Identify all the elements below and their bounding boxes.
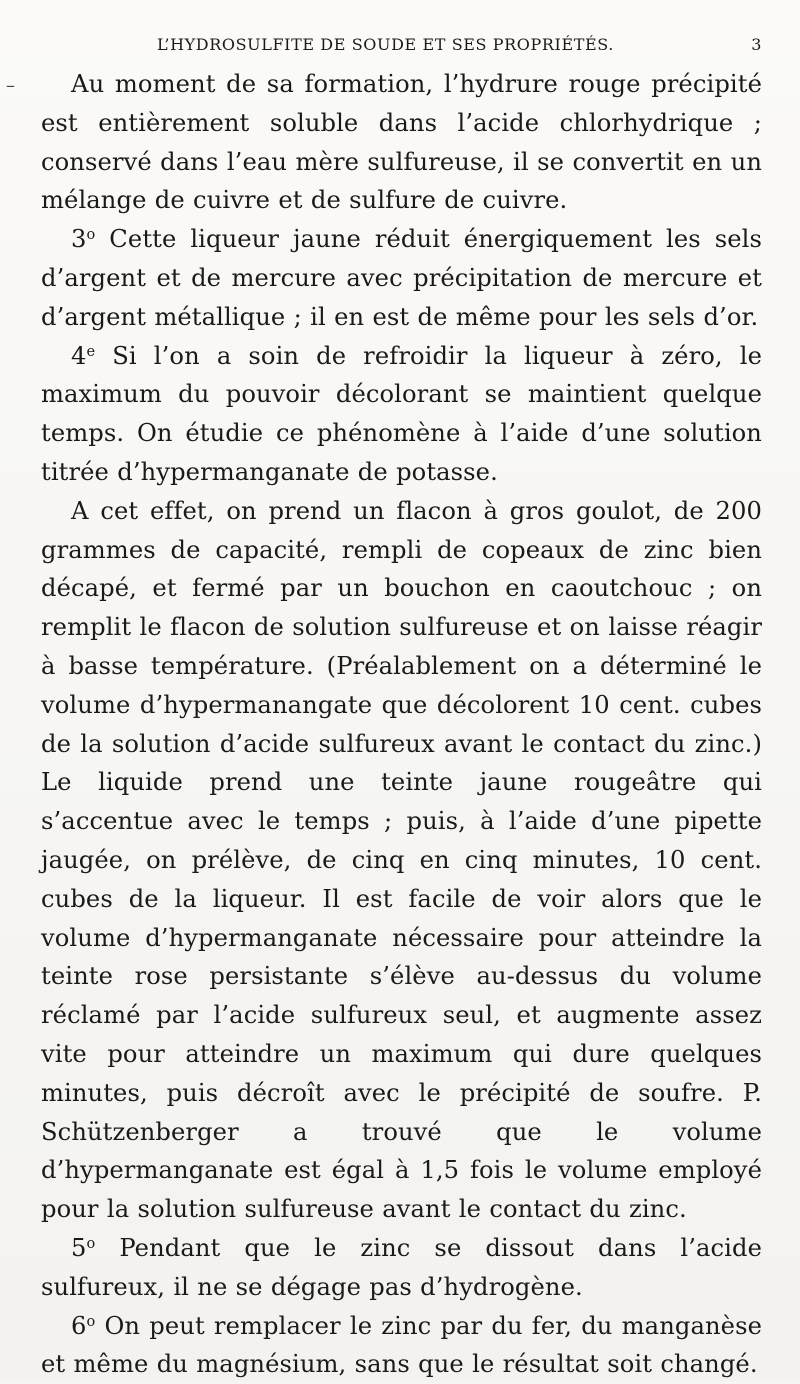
ordinal-superscript: e xyxy=(87,344,96,360)
paragraph-number: 3 xyxy=(71,225,87,253)
paragraph-text: On peut remplacer le zinc par du fer, du manganèse et même du magnésium, sans que le résultat soit changé. xyxy=(41,1312,762,1379)
paragraph-text: Cette liqueur jaune réduit énergiquement les sels d’argent et de mercure avec précipitation de mercure et d’argent métallique ; il en est de même pour les sels d’or. xyxy=(41,225,762,331)
running-head xyxy=(41,34,762,56)
paragraph-text: Si l’on a soin de refroidir la liqueur à zéro, le maximum du pouvoir décolorant se maintient quelque temps. On étudie ce phénomène à l’aide d’une solution titrée d’hypermanganate de potasse. xyxy=(41,342,762,486)
paragraph xyxy=(41,65,762,220)
body-text xyxy=(41,65,762,1384)
paragraph-numbered-3 xyxy=(41,220,762,336)
margin-dash: – xyxy=(6,75,15,96)
paragraph-number: 4 xyxy=(71,342,87,370)
paragraph-number: 6 xyxy=(71,1312,87,1340)
paragraph xyxy=(41,492,762,1229)
ordinal-superscript: o xyxy=(87,1314,96,1330)
paragraph-text: Au moment de sa formation, l’hydrure rouge précipité est entièrement soluble dans l’acide chlorhydrique ; conservé dans l’eau mère sulfureuse, il se convertit en un mélange de cuivre et de sulfure de cuivre. xyxy=(41,70,762,214)
paragraph-numbered-5 xyxy=(41,1229,762,1307)
paragraph-numbered-6 xyxy=(41,1307,762,1384)
paragraph-number: 5 xyxy=(71,1234,87,1262)
ordinal-superscript: o xyxy=(87,227,96,243)
running-title: L’HYDROSULFITE DE SOUDE ET SES PROPRIÉTÉS. xyxy=(157,34,614,56)
page-number: 3 xyxy=(751,34,762,56)
paragraph-text: A cet effet, on prend un flacon à gros goulot, de 200 grammes de capacité, rempli de copeaux de zinc bien décapé, et fermé par un bouchon en caoutchouc ; on remplit le flacon de solution sulfureuse et on laisse réagir à basse température. (Préalablement on a déterminé le volume d’hypermanangate que décolorent 10 cent. cubes de la solution d’acide sulfureux avant le contact du zinc.) Le liquide prend une teinte jaune rougeâtre qui s’accentue avec le temps ; puis, à l’aide d’une pipette jaugée, on prélève, de cinq en cinq minutes, 10 cent. cubes de la liqueur. Il est facile de voir alors que le volume d’hypermanganate nécessaire pour atteindre la teinte rose persistante s’élève au-dessus du volume réclamé par l’acide sulfureux seul, et augmente assez vite pour atteindre un maximum qui dure quelques minutes, puis décroît avec le précipité de soufre. P. Schützenberger a trouvé que le volume d’hypermanganate est égal à 1,5 fois le volume employé pour la solution sulfureuse avant le contact du zinc. xyxy=(41,497,762,1223)
paragraph-numbered-4 xyxy=(41,337,762,492)
ordinal-superscript: o xyxy=(87,1236,96,1252)
paragraph-text: Pendant que le zinc se dissout dans l’acide sulfureux, il ne se dégage pas d’hydrogène. xyxy=(41,1234,762,1301)
